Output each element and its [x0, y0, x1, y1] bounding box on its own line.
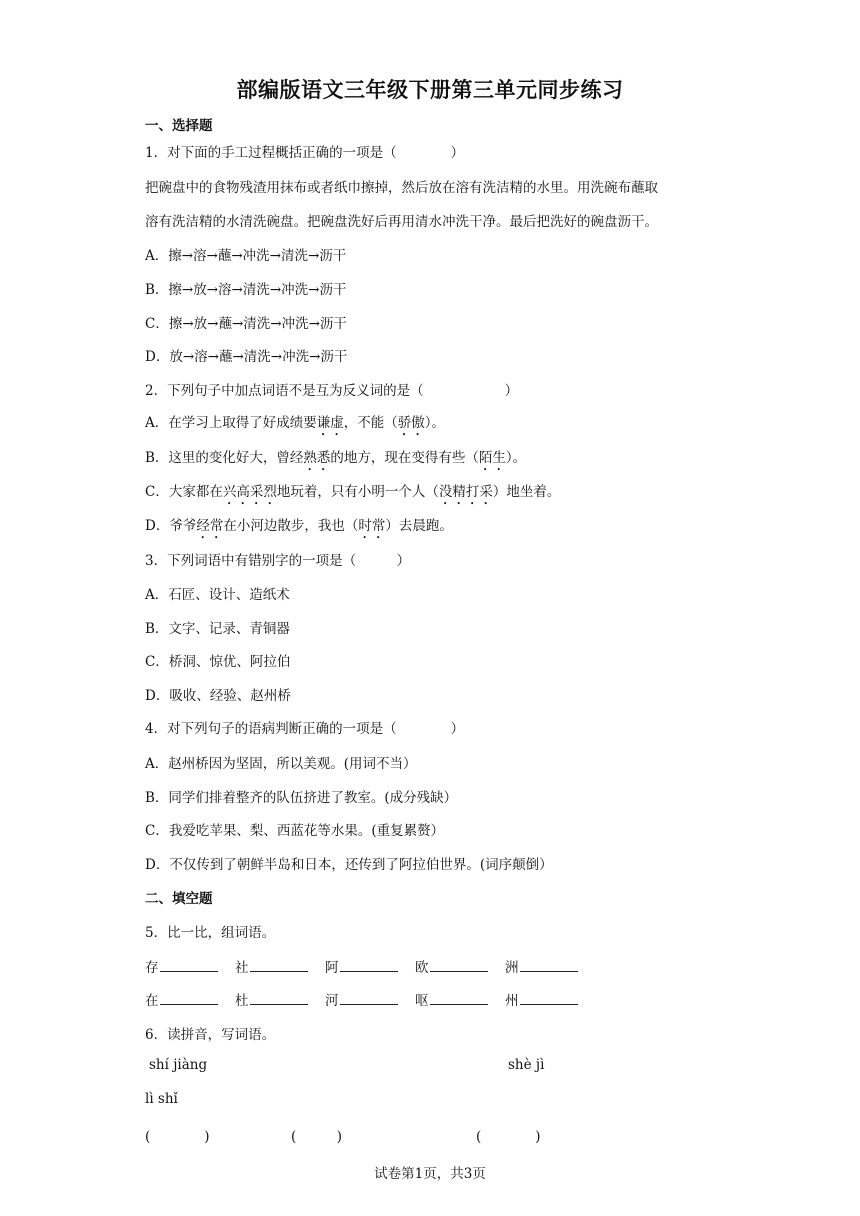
answer-blank[interactable]: [520, 959, 578, 972]
question-1-option-a: A．擦→溶→蘸→冲洗→清洗→沥干: [145, 248, 347, 264]
question-2-option-c: [145, 480, 560, 508]
option-text: A．在学习上取得了好成绩要: [145, 415, 317, 431]
question-3-option-a: A．石匠、设计、造纸术: [145, 587, 290, 603]
section-heading-fill: 二、填空题: [145, 891, 213, 907]
question-1-option-c: C．擦→放→蘸→清洗→冲洗→沥干: [145, 316, 347, 332]
character: 州: [505, 993, 519, 1009]
section-heading-choice: 一、选择题: [145, 118, 213, 134]
option-text: ）。: [505, 450, 527, 466]
character: 呕: [415, 993, 429, 1009]
question-1-passage-line-1: 把碗盘中的食物残渣用抹布或者纸巾擦掉，然后放在溶有洗洁精的水里。用洗碗布蘸取: [145, 180, 658, 196]
option-text: 地玩着，只有小明一个人（: [276, 484, 439, 500]
pinyin-3: lì shǐ: [145, 1091, 178, 1107]
character: 社: [235, 960, 249, 976]
word-blank: [145, 989, 235, 1009]
dotted-word: 经常: [196, 518, 224, 534]
dotted-word: 时常: [358, 518, 386, 534]
question-1-stem: 1．对下面的手工过程概括正确的一项是（ ）: [145, 145, 465, 161]
answer-blank[interactable]: [430, 992, 488, 1005]
question-4-stem: 4．对下列句子的语病判断正确的一项是（ ）: [145, 721, 465, 737]
question-1-option-d: D．放→溶→蘸→清洗→冲洗→沥干: [145, 349, 348, 365]
question-4-option-a: A．赵州桥因为坚固，所以美观。(用词不当）: [145, 756, 417, 772]
page-title: 部编版语文三年级下册第三单元同步练习: [236, 78, 624, 102]
answer-blank[interactable]: [250, 992, 308, 1005]
answer-blank[interactable]: [250, 959, 308, 972]
dotted-word: 兴高采烈: [222, 484, 277, 500]
character: 存: [145, 960, 159, 976]
answer-blank[interactable]: [160, 959, 218, 972]
word-blank: [505, 956, 595, 976]
character: 洲: [505, 960, 519, 976]
dotted-word: 谦虚: [316, 415, 344, 431]
word-blank: [415, 956, 505, 976]
question-3-option-d: D．吸收、经验、赵州桥: [145, 688, 291, 704]
word-blank: [325, 956, 415, 976]
answer-paren-1[interactable]: ( ): [145, 1129, 210, 1145]
option-text: ）去晨跑。: [385, 518, 453, 534]
question-2-stem: 2．下列句子中加点词语不是互为反义词的是（ ）: [145, 383, 519, 399]
question-1-passage-line-2: 溶有洗洁精的水清洗碗盘。把碗盘洗好后再用清水冲洗干净。最后把洗好的碗盘沥干。: [145, 214, 658, 230]
pinyin-2: shè jì: [508, 1057, 545, 1073]
word-blank: [145, 956, 235, 976]
pinyin-1: shí jiàng: [149, 1057, 208, 1073]
option-text: 在小河边散步，我也（: [223, 518, 359, 534]
option-text: ，不能（: [343, 415, 398, 431]
word-blank: [415, 989, 505, 1009]
answer-paren-2[interactable]: ( ): [291, 1129, 343, 1145]
question-3-option-c: C．桥洞、惊优、阿拉伯: [145, 654, 291, 670]
question-4-option-b: B．同学们排着整齐的队伍挤进了教室。(成分残缺）: [145, 790, 458, 806]
answer-blank[interactable]: [340, 992, 398, 1005]
word-blank: [235, 989, 325, 1009]
dotted-word: 陌生: [478, 450, 506, 466]
character: 河: [325, 993, 339, 1009]
dotted-word: 熟悉: [303, 450, 331, 466]
character: 阿: [325, 960, 339, 976]
option-text: C．大家都在: [145, 484, 223, 500]
option-text: D．爷爷: [145, 518, 197, 534]
option-text: ）地坐着。: [492, 484, 561, 500]
character: 杜: [235, 993, 249, 1009]
page-footer: 试卷第1页，共3页: [374, 1166, 486, 1182]
question-6-stem: 6．读拼音，写词语。: [145, 1027, 276, 1043]
answer-paren-3[interactable]: ( ): [476, 1129, 541, 1145]
word-blank: [505, 989, 595, 1009]
character: 欧: [415, 960, 429, 976]
question-4-option-d: D．不仅传到了朝鲜半岛和日本，还传到了阿拉伯世界。(词序颠倒）: [145, 857, 553, 873]
answer-blank[interactable]: [430, 959, 488, 972]
word-blank: [325, 989, 415, 1009]
dotted-word: 没精打采: [438, 484, 493, 500]
question-2-option-b: [145, 446, 526, 474]
option-text: 的地方，现在变得有些（: [330, 450, 479, 466]
word-blank: [235, 956, 325, 976]
answer-blank[interactable]: [520, 992, 578, 1005]
word-blank-row-2: [145, 989, 595, 1009]
option-text: ）。: [424, 415, 445, 431]
question-1-option-b: B．擦→放→溶→清洗→冲洗→沥干: [145, 282, 347, 298]
answer-blank[interactable]: [160, 992, 218, 1005]
question-2-option-d: [145, 514, 453, 542]
question-4-option-c: C．我爱吃苹果、梨、西蓝花等水果。(重复累赘）: [145, 823, 445, 839]
dotted-word: 骄傲: [397, 415, 425, 431]
character: 在: [145, 993, 159, 1009]
question-3-stem: 3．下列词语中有错别字的一项是（ ）: [145, 553, 411, 569]
word-blank-row-1: [145, 956, 595, 976]
answer-blank[interactable]: [340, 959, 398, 972]
question-3-option-b: B．文字、记录、青铜器: [145, 621, 290, 637]
question-5-stem: 5．比一比，组词语。: [145, 925, 276, 941]
option-text: B．这里的变化好大，曾经: [145, 450, 304, 466]
question-2-option-a: [145, 411, 445, 439]
